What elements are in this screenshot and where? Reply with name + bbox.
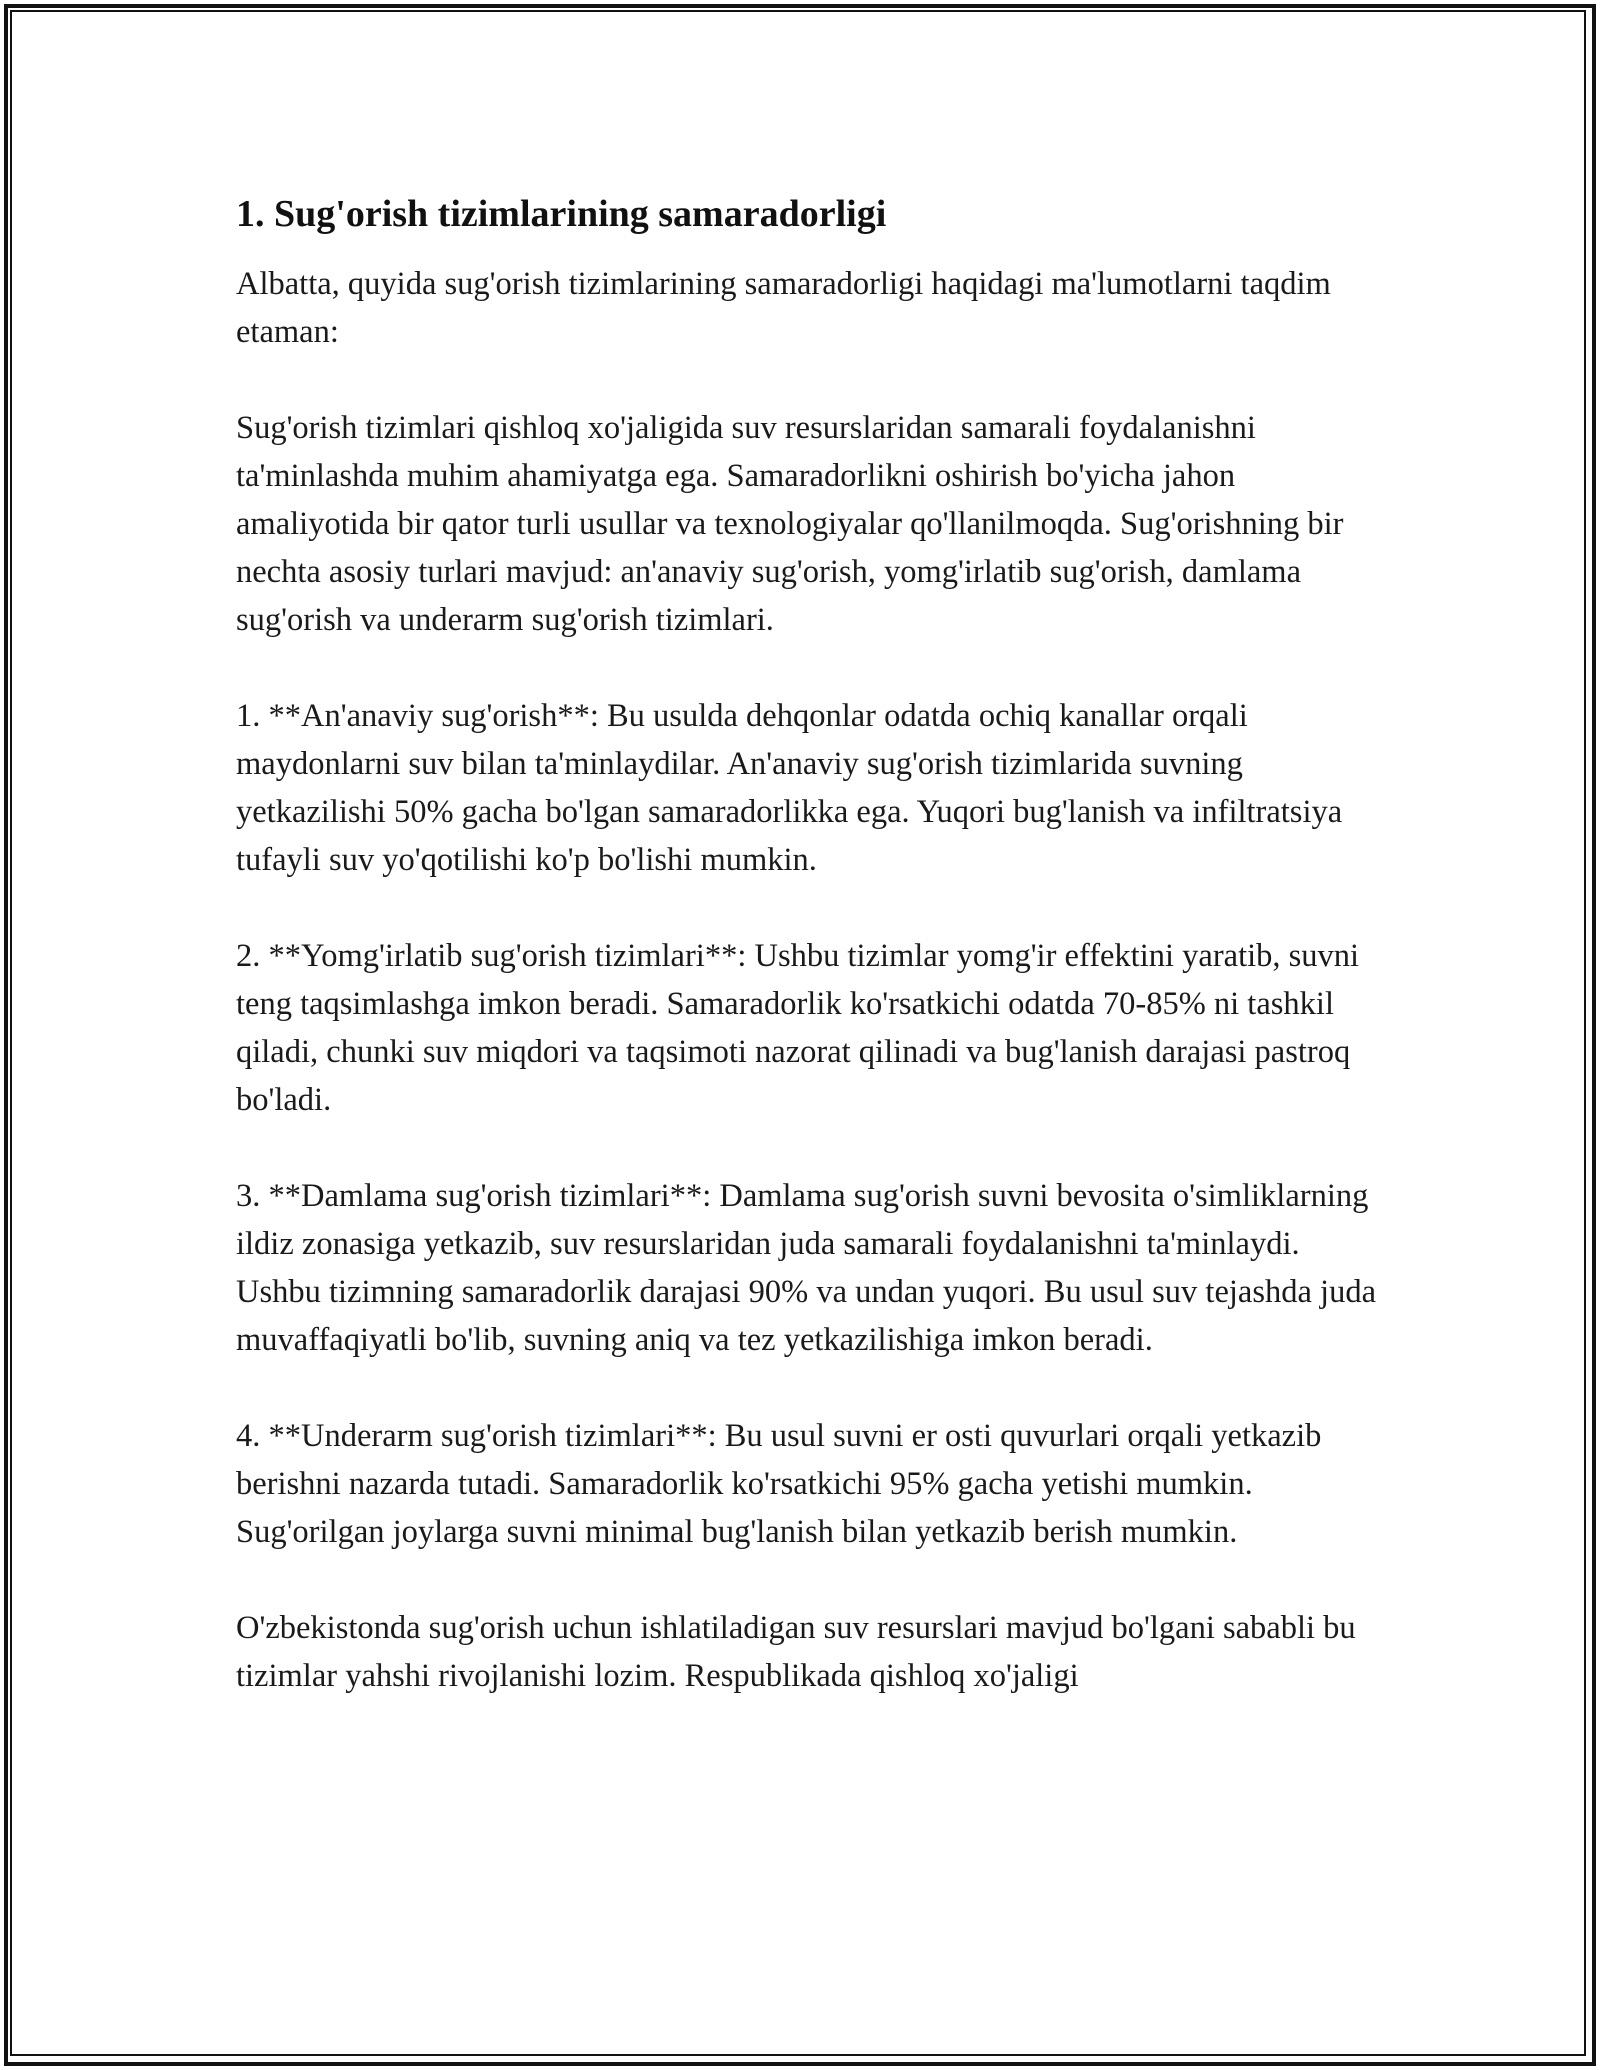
section-heading: 1. Sug'orish tizimlarining samaradorligi xyxy=(236,193,887,235)
paragraph-conclusion: O'zbekistonda sug'orish uchun ishlatiladigan suv resurslari mavjud bo'lgani sababli bu tizimlar yahshi rivojlanishi lozim. Respublikada qishloq xo'jaligi xyxy=(236,1610,1356,1694)
list-item-subsurface-irrigation: 4. **Underarm sug'orish tizimlari**: Bu usul suvni er osti quvurlari orqali yetkazib berishni nazarda tutadi. Samaradorlik ko'rsatkichi 95% gacha yetishi mumkin. Sug'orilgan joylarga suvni minimal bug'lanish bilan yetkazib berish mumkin. xyxy=(236,1418,1322,1550)
paragraph-intro: Albatta, quyida sug'orish tizimlarining samaradorligi haqidagi ma'lumotlarni taqdim etaman: xyxy=(236,266,1331,350)
list-item-drip-irrigation: 3. **Damlama sug'orish tizimlari**: Damlama sug'orish suvni bevosita o'simliklarning ildiz zonasiga yetkazib, suv resurslaridan juda samarali foydalanishni ta'minlaydi. Ushbu tizimning samaradorlik darajasi 90% va undan yuqori. Bu usul suv tejashda juda muvaffaqiyatli bo'lib, suvning aniq va tez yetkazilishiga imkon beradi. xyxy=(236,1178,1376,1358)
list-item-traditional-irrigation: 1. **An'anaviy sug'orish**: Bu usulda dehqonlar odatda ochiq kanallar orqali maydonlarni suv bilan ta'minlaydilar. An'anaviy sug'orish tizimlarida suvning yetkazilishi 50% gacha bo'lgan samaradorlikka ega. Yuqori bug'lanish va infiltratsiya tufayli suv yo'qotilishi ko'p bo'lishi mumkin. xyxy=(236,698,1343,878)
document-body xyxy=(236,186,1386,1700)
paragraph-overview: Sug'orish tizimlari qishloq xo'jaligida suv resurslaridan samarali foydalanishni ta'minlashda muhim ahamiyatga ega. Samaradorlikni oshirish bo'yicha jahon amaliyotida bir qator turli usullar va texnologiyalar qo'llanilmoqda. Sug'orishning bir nechta asosiy turlari mavjud: an'anaviy sug'orish, yomg'irlatib sug'orish, damlama sug'orish va underarm sug'orish tizimlari. xyxy=(236,410,1344,638)
list-item-sprinkler-irrigation: 2. **Yomg'irlatib sug'orish tizimlari**: Ushbu tizimlar yomg'ir effektini yaratib, suvni teng taqsimlashga imkon beradi. Samaradorlik ko'rsatkichi odatda 70-85% ni tashkil qiladi, chunki suv miqdori va taqsimoti nazorat qilinadi va bug'lanish darajasi pastroq bo'ladi. xyxy=(236,938,1360,1118)
